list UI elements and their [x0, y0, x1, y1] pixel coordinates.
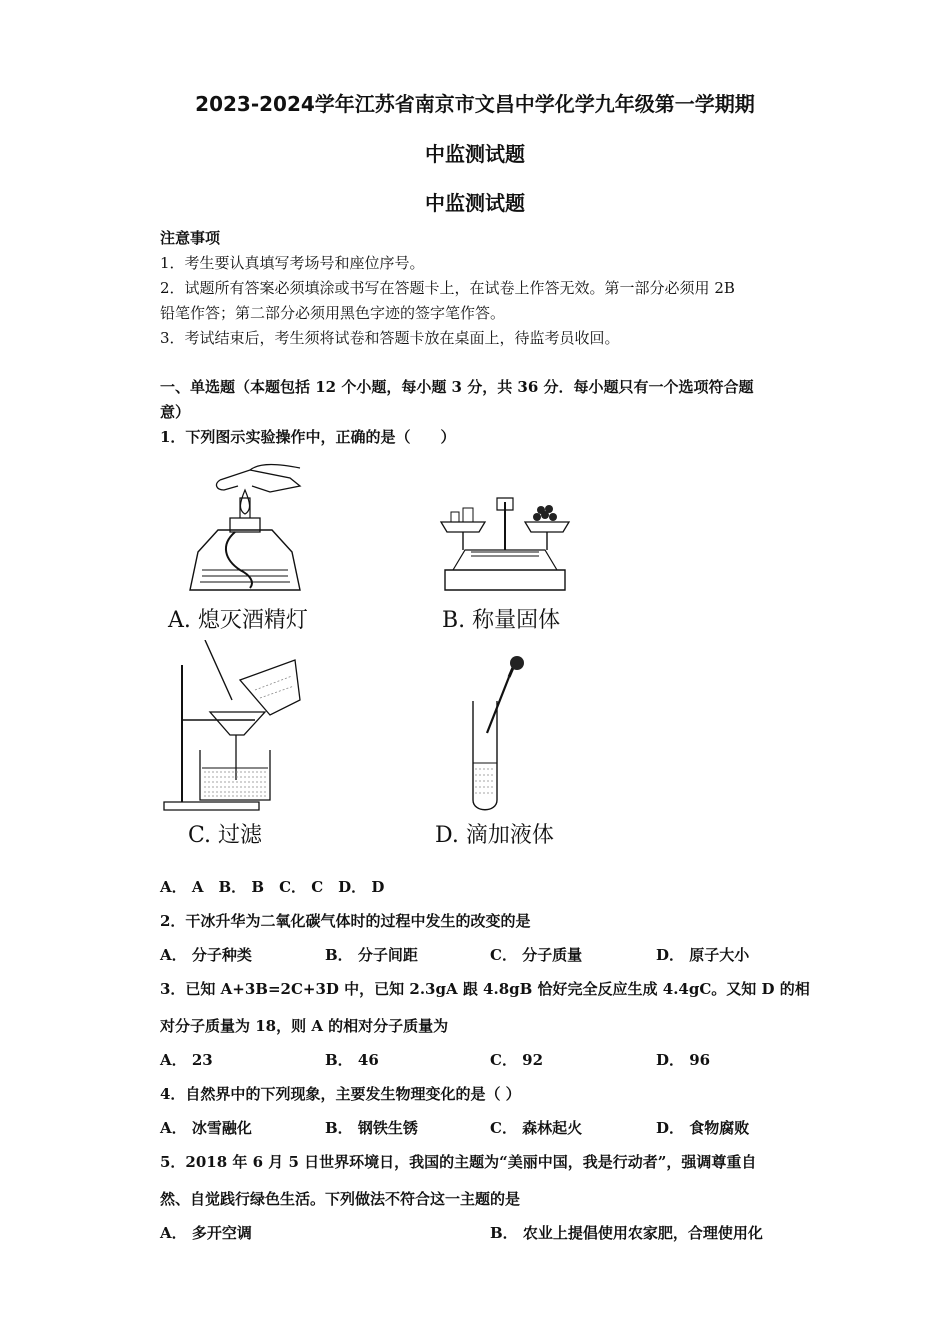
q4-option-c: C． 森林起火 [490, 1119, 583, 1137]
fig-a-caption: A. 熄灭酒精灯 [168, 608, 308, 633]
q3-option-d: D． 96 [656, 1051, 711, 1069]
q3-stem-line2: 对分子质量为 18，则 A 的相对分子质量为 [160, 1017, 449, 1035]
notice-item-3: 3．考试结束后，考生须将试卷和答题卡放在桌面上，待监考员收回。 [160, 329, 620, 347]
q3-option-c: C． 92 [490, 1051, 544, 1069]
q1-stem: 1．下列图示实验操作中，正确的是（ ） [160, 428, 456, 446]
q5-stem-line1: 5．2018 年 6 月 5 日世界环境日，我国的主题为“美丽中国，我是行动者”，强调尊重自 [160, 1153, 757, 1171]
fig-d-caption: D. 滴加液体 [435, 823, 554, 848]
q4-option-d: D． 食物腐败 [656, 1119, 750, 1137]
exam-title-line2: 中监测试题 [425, 142, 525, 166]
notice-heading: 注意事项 [160, 229, 221, 247]
fig-c-caption: C. 过滤 [188, 823, 263, 848]
exam-title-line3: 中监测试题 [425, 191, 525, 215]
q2-stem: 2．干冰升华为二氧化碳气体时的过程中发生的改变的是 [160, 912, 531, 930]
exam-title-line1: 2023-2024学年江苏省南京市文昌中学化学九年级第一学期期 [195, 92, 755, 116]
section-heading-a: 一、单选题（本题包括 12 个小题，每小题 3 分，共 36 分．每小题只有一个选项符合题 [160, 378, 754, 396]
q4-option-a: A． 冰雪融化 [160, 1119, 252, 1137]
alcohol-lamp-figure [180, 460, 310, 600]
notice-item-2a: 2．试题所有答案必须填涂或书写在答题卡上，在试卷上作答无效。第一部分必须用 2B [160, 279, 735, 297]
q5-option-b: B． 农业上提倡使用农家肥，合理使用化 [490, 1224, 763, 1242]
q1-options: A． A B． B C． C D． D [160, 878, 385, 896]
q4-stem: 4．自然界中的下列现象，主要发生物理变化的是（ ） [160, 1085, 521, 1103]
q4-option-b: B． 钢铁生锈 [325, 1119, 418, 1137]
fig-b-caption: B. 称量固体 [442, 608, 561, 633]
q5-option-a: A． 多开空调 [160, 1224, 252, 1242]
balance-figure [435, 490, 575, 600]
q3-option-a: A． 23 [160, 1051, 213, 1069]
filtration-figure [160, 640, 310, 815]
q5-stem-line2: 然、自觉践行绿色生活。下列做法不符合这一主题的是 [160, 1190, 521, 1208]
q3-option-b: B． 46 [325, 1051, 379, 1069]
q2-option-d: D． 原子大小 [656, 946, 750, 964]
section-heading-b: 意） [160, 403, 191, 421]
notice-item-1: 1．考生要认真填写考场号和座位序号。 [160, 254, 425, 272]
q3-stem-line1: 3．已知 A+3B=2C+3D 中，已知 2.3gA 跟 4.8gB 恰好完全反应生成 4.4gC。又知 D 的相 [160, 980, 810, 998]
notice-item-2b: 铅笔作答；第二部分必须用黑色字迹的签字笔作答。 [160, 304, 506, 322]
q2-option-c: C． 分子质量 [490, 946, 583, 964]
q2-option-b: B． 分子间距 [325, 946, 418, 964]
q2-option-a: A． 分子种类 [160, 946, 252, 964]
dropper-figure [465, 655, 535, 815]
